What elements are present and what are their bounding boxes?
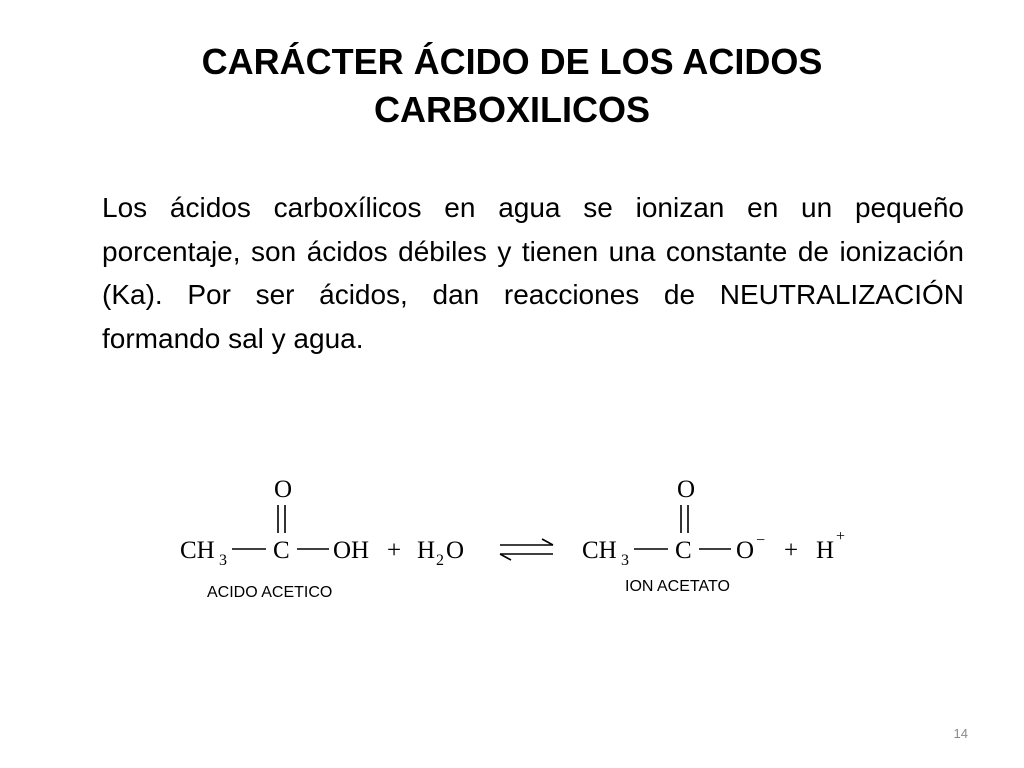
water-oxygen: O bbox=[446, 537, 465, 564]
water-subscript: 2 bbox=[436, 552, 444, 569]
water-hydrogen: H bbox=[417, 537, 436, 564]
product-methyl-subscript: 3 bbox=[621, 552, 629, 569]
equilibrium-arrows-icon bbox=[500, 539, 553, 560]
reactant-caption: ACIDO ACETICO bbox=[207, 584, 333, 601]
product-negative-charge: − bbox=[756, 532, 766, 549]
title-line-1: CARÁCTER ÁCIDO DE LOS ACIDOS bbox=[201, 41, 823, 82]
product-caption: ION ACETATO bbox=[625, 578, 730, 595]
plus-sign-2: + bbox=[784, 537, 799, 564]
product-carbon: C bbox=[675, 537, 692, 564]
reactant-hydroxyl: OH bbox=[333, 537, 370, 564]
proton-charge: + bbox=[836, 528, 846, 545]
reactant-carbonyl-oxygen: O bbox=[274, 476, 293, 503]
product-oxygen: O bbox=[736, 537, 755, 564]
product-carbonyl-oxygen: O bbox=[677, 476, 696, 503]
reactant-methyl: CH bbox=[180, 537, 215, 564]
ionization-equation bbox=[170, 455, 860, 615]
title-line-2: CARBOXILICOS bbox=[373, 89, 650, 130]
reactant-methyl-subscript: 3 bbox=[219, 552, 227, 569]
proton: H bbox=[816, 537, 835, 564]
page-number: 14 bbox=[953, 726, 968, 741]
reactant-carbon: C bbox=[273, 537, 290, 564]
slide-title bbox=[70, 38, 954, 134]
plus-sign-1: + bbox=[387, 537, 402, 564]
body-paragraph: Los ácidos carboxílicos en agua se ionizan en un pequeño porcentaje, son ácidos débiles y tienen una constante de ionización (Ka). Por ser ácidos, dan reacciones de NEUTRALIZACIÓN formando sal y agua. bbox=[102, 192, 964, 354]
product-methyl: CH bbox=[582, 537, 617, 564]
